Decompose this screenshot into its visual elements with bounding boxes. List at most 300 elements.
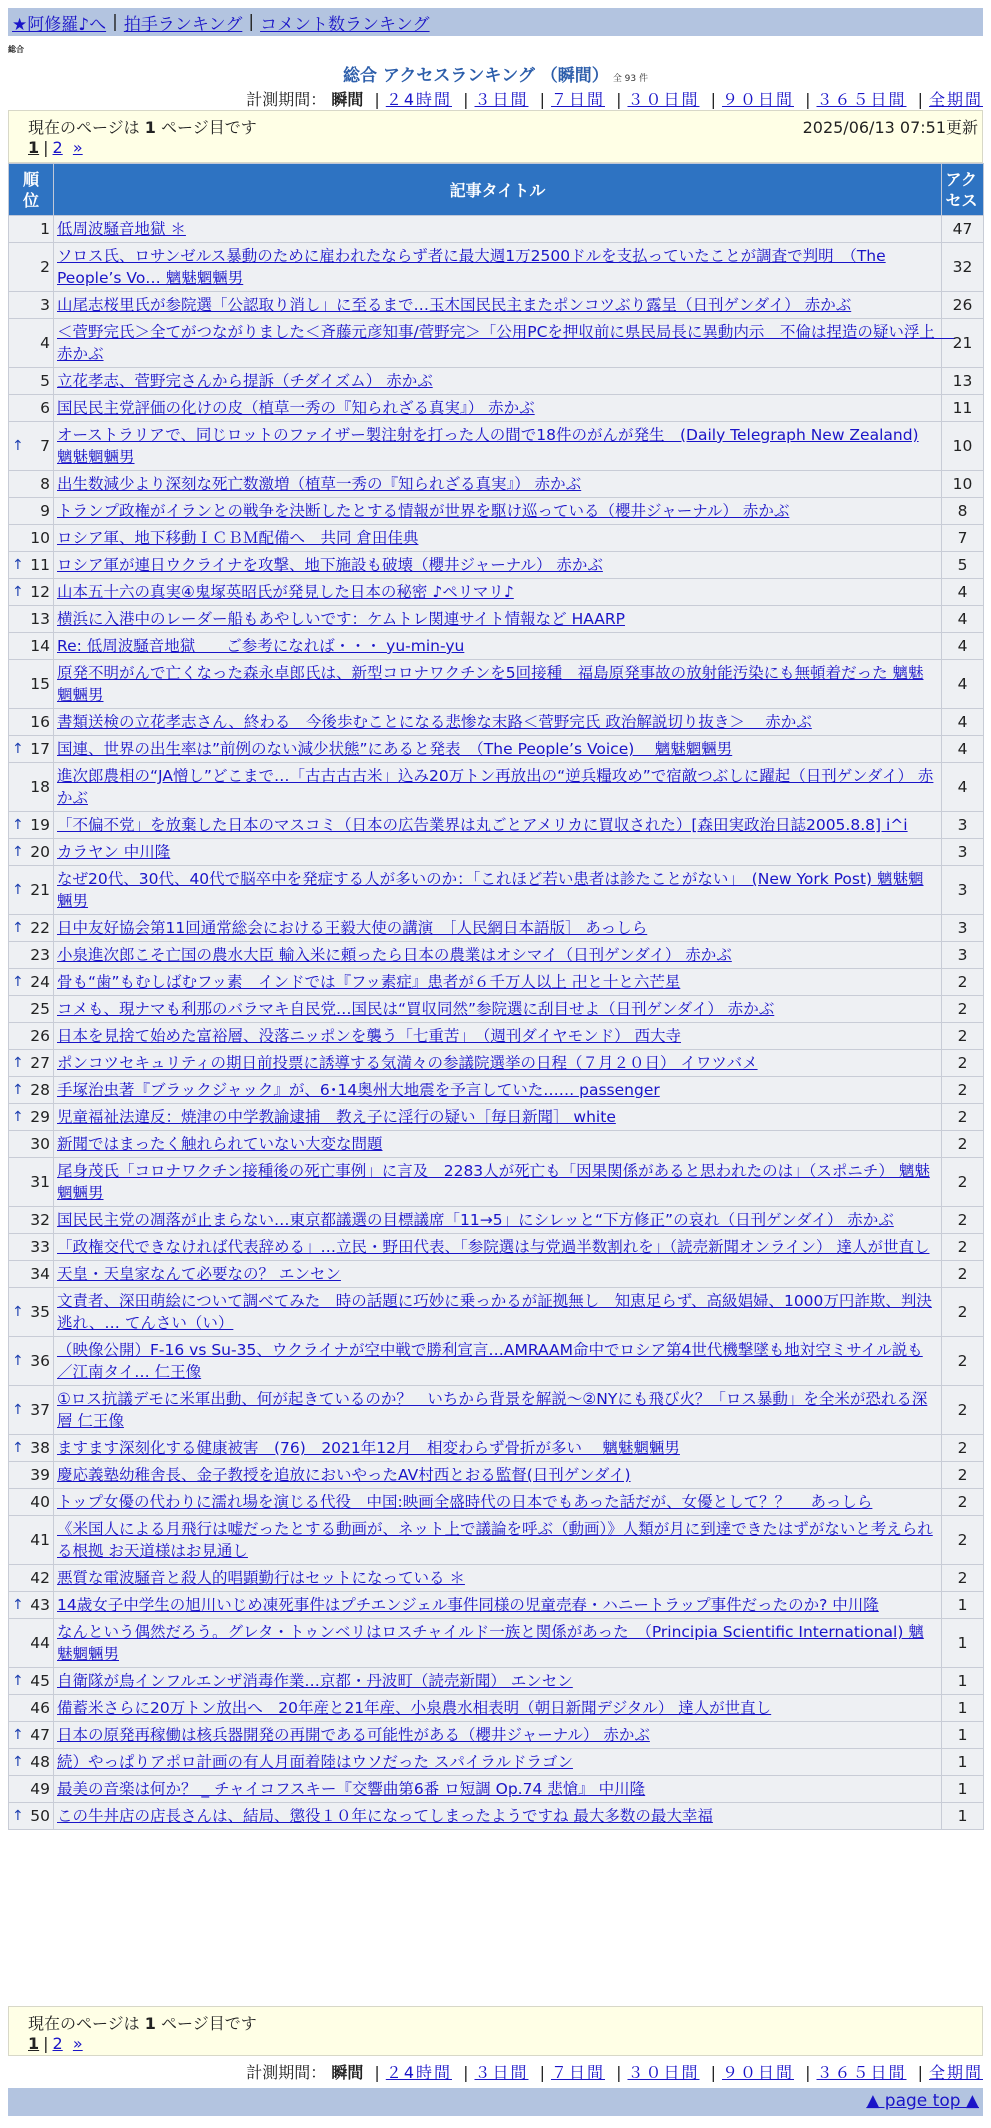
rank-cell xyxy=(9,1023,54,1050)
title-cell xyxy=(54,942,942,969)
title-cell xyxy=(54,1234,942,1261)
table-row xyxy=(9,1077,984,1104)
access-count: 4 xyxy=(942,736,984,763)
access-count: 2 xyxy=(942,1158,984,1207)
rank-up-arrow-icon: ↑ xyxy=(12,817,24,833)
article-title-link[interactable]: ポンコツセキュリティの期日前投票に誘導する気満々の参議院選挙の日程（７月２０日） イワツバメ xyxy=(57,1054,758,1072)
rank-number: 1 xyxy=(40,220,50,238)
rank-cell xyxy=(9,1565,54,1592)
rank-cell xyxy=(9,1462,54,1489)
access-count: 2 xyxy=(942,1288,984,1337)
access-count: 3 xyxy=(942,812,984,839)
title-cell xyxy=(54,996,942,1023)
rank-number: 47 xyxy=(30,1726,50,1744)
next-page-link[interactable]: » xyxy=(72,2034,83,2053)
rank-number: 15 xyxy=(30,675,50,693)
access-count: 1 xyxy=(942,1776,984,1803)
access-count: 3 xyxy=(942,839,984,866)
period-label: 計測期間： xyxy=(246,2063,327,2082)
article-title-link[interactable]: Re: 低周波騒音地獄 ご参考になれば・・・ yu-min-yu xyxy=(57,637,465,655)
article-title-link[interactable]: 悪質な電波騒音と殺人的唱顕勤行はセットになっている ＊ xyxy=(57,1569,465,1587)
table-header-row xyxy=(9,164,984,216)
access-count: 3 xyxy=(942,942,984,969)
page-status-prefix: 現在のページは xyxy=(28,118,140,137)
article-title-link[interactable]: カラヤン 中川隆 xyxy=(57,843,171,861)
article-title-link[interactable]: なんという偶然だろう。グレタ・トゥンベリはロスチャイルド一族と関係があった （Principia Scientific International) 魑魅魍魎男 xyxy=(57,1623,924,1663)
rank-up-arrow-icon: ↑ xyxy=(12,1055,24,1071)
rank-number: 36 xyxy=(30,1352,50,1370)
rank-number: 20 xyxy=(30,843,50,861)
access-count: 2 xyxy=(942,1050,984,1077)
article-title-link[interactable]: 進次郎農相の“JA憎し”どこまで…「古古古古米」込み20万トン再放出の“逆兵糧攻め”で宿敵つぶしに躍起（日刊ゲンダイ） 赤かぶ xyxy=(57,767,934,807)
rank-number: 40 xyxy=(30,1493,50,1511)
total-count: 全 93 件 xyxy=(612,74,648,84)
rank-up-arrow-icon: ↑ xyxy=(12,584,24,600)
title-cell xyxy=(54,709,942,736)
ranking-table xyxy=(8,163,984,1830)
period-label: 計測期間： xyxy=(246,90,327,109)
article-title-link[interactable]: 国民民主党の凋落が止まらない…東京都議選の目標議席「11→5」にシレッと“下方修正”の哀れ（日刊ゲンダイ） 赤かぶ xyxy=(57,1211,894,1229)
title-cell xyxy=(54,1592,942,1619)
article-title-link[interactable]: コメも、現ナマも利那のバラマキ自民党…国民は“買収同然”参院選に刮目せよ（日刊ゲンダイ） 赤かぶ xyxy=(57,1000,775,1018)
rank-cell xyxy=(9,709,54,736)
table-row xyxy=(9,1619,984,1668)
title-cell xyxy=(54,1131,942,1158)
period-link-30d[interactable]: ３０日間 xyxy=(627,90,700,109)
comment-ranking-link[interactable]: コメント数ランキング xyxy=(260,14,430,35)
table-row xyxy=(9,552,984,579)
rank-cell xyxy=(9,839,54,866)
article-title-link[interactable]: 新聞ではまったく触れられていない大変な問題 xyxy=(57,1135,383,1153)
period-selector-bottom xyxy=(246,2060,983,2083)
rank-number: 19 xyxy=(30,816,50,834)
table-row xyxy=(9,1803,984,1830)
table-row xyxy=(9,395,984,422)
table-row xyxy=(9,1337,984,1386)
period-link-365d[interactable]: ３６５日間 xyxy=(816,2063,907,2082)
access-count: 4 xyxy=(942,709,984,736)
rank-cell xyxy=(9,319,54,368)
access-header xyxy=(942,164,984,216)
article-title-link[interactable]: 慶応義塾幼稚舎長、金子教授を追放においやったAV村西とおる監督(日刊ゲンダイ) xyxy=(57,1466,631,1484)
period-separator: | xyxy=(805,2063,811,2082)
rank-number: 5 xyxy=(40,372,50,390)
period-separator: | xyxy=(463,2063,469,2082)
access-count: 2 xyxy=(942,1337,984,1386)
rank-cell xyxy=(9,1803,54,1830)
article-title-link[interactable]: 国民民主党評価の化けの皮（植草一秀の『知られざる真実』） 赤かぶ xyxy=(57,399,535,417)
title-cell xyxy=(54,1489,942,1516)
title-cell xyxy=(54,736,942,763)
article-title-link[interactable]: 横浜に入港中のレーダー船もあやしいです：ケムトレ関連サイト情報など HAARP xyxy=(57,610,625,628)
access-count: 10 xyxy=(942,422,984,471)
article-title-link[interactable]: 児童福祉法違反：焼津の中学教諭逮捕 教え子に淫行の疑い［毎日新聞］ white xyxy=(57,1108,616,1126)
title-cell xyxy=(54,552,942,579)
title-cell xyxy=(54,1803,942,1830)
rank-up-arrow-icon: ↑ xyxy=(12,741,24,757)
period-link-90d[interactable]: ９０日間 xyxy=(721,90,794,109)
next-page-link[interactable]: » xyxy=(72,138,83,157)
article-title-link[interactable]: 続）やっぱりアポロ計画の有人月面着陸はウソだった スパイラルドラゴン xyxy=(57,1753,573,1771)
rank-up-arrow-icon: ↑ xyxy=(12,1440,24,1456)
title-cell xyxy=(54,866,942,915)
access-count: 4 xyxy=(942,606,984,633)
article-title-link[interactable]: 自衛隊が鳥インフルエンザ消毒作業…京都・丹波町（読売新聞） エンセン xyxy=(57,1672,573,1690)
table-row xyxy=(9,1516,984,1565)
article-title-link[interactable]: ＜菅野完氏＞全てがつながりました＜斉藤元彦知事/菅野完＞「公用PCを押収前に県民局長に異動内示 不倫は捏造の疑い浮上 赤かぶ xyxy=(57,323,956,363)
rank-number: 28 xyxy=(30,1081,50,1099)
article-title-link[interactable]: 「政権交代できなければ代表辞める」…立民・野田代表、「参院選は与党過半数割れを」（読売新聞オンライン） 達人が世直し xyxy=(57,1238,930,1256)
updated-timestamp: 2025/06/13 07:51更新 xyxy=(802,118,978,137)
rank-up-arrow-icon: ↑ xyxy=(12,1109,24,1125)
access-count: 2 xyxy=(942,1261,984,1288)
article-title-link[interactable]: 小泉進次郎こそ亡国の農水大臣 輸入米に頼ったら日本の農業はオシマイ（日刊ゲンダイ） 赤かぶ xyxy=(57,946,732,964)
rank-number: 23 xyxy=(30,946,50,964)
rank-number: 13 xyxy=(30,610,50,628)
title-cell xyxy=(54,525,942,552)
access-count: 1 xyxy=(942,1803,984,1830)
table-row xyxy=(9,1749,984,1776)
rank-cell xyxy=(9,1776,54,1803)
table-row xyxy=(9,1023,984,1050)
rank-up-arrow-icon: ↑ xyxy=(12,1673,24,1689)
table-row xyxy=(9,1592,984,1619)
page-status-prefix: 現在のページは xyxy=(28,2014,140,2033)
rank-number: 8 xyxy=(40,475,50,493)
rank-cell xyxy=(9,471,54,498)
title-cell xyxy=(54,1104,942,1131)
access-count: 1 xyxy=(942,1592,984,1619)
rank-number: 6 xyxy=(40,399,50,417)
rank-cell xyxy=(9,525,54,552)
period-current: 瞬間 xyxy=(331,2063,364,2082)
access-count: 1 xyxy=(942,1695,984,1722)
period-separator: | xyxy=(710,90,716,109)
table-row xyxy=(9,243,984,292)
access-count: 2 xyxy=(942,1435,984,1462)
access-count: 2 xyxy=(942,1077,984,1104)
access-count: 2 xyxy=(942,1104,984,1131)
article-title-link[interactable]: 骨も“歯”もむしばむフッ素 インドでは『フッ素症』患者が６千万人以上 卍と十と六芒星 xyxy=(57,973,681,991)
period-link-7d[interactable]: ７日間 xyxy=(550,90,605,109)
access-count: 10 xyxy=(942,471,984,498)
article-title-link[interactable]: トップ女優の代わりに濡れ場を演じる代役 中国:映画全盛時代の日本でもあった話だが、女優として？？ あっしら xyxy=(57,1493,873,1511)
page-top-link[interactable]: ▲ page top ▲ xyxy=(866,2091,979,2111)
period-link-7d[interactable]: ７日間 xyxy=(550,2063,605,2082)
article-title-link[interactable]: ますます深刻化する健康被害 (76) 2021年12月 相変わらず骨折が多い 魑魅魍魎男 xyxy=(57,1439,680,1457)
clap-ranking-link[interactable]: 拍手ランキング xyxy=(123,14,243,35)
article-title-link[interactable]: 《米国人による月飛行は嘘だったとする動画が、ネット上で議論を呼ぶ（動画）》人類が月に到達できたはずがないと考えられる根拠 お天道様はお見通し xyxy=(57,1520,933,1560)
article-title-link[interactable]: 立花孝志、菅野完さんから提訴（チダイズム） 赤かぶ xyxy=(57,372,433,390)
period-separator: | xyxy=(805,90,811,109)
access-count: 11 xyxy=(942,395,984,422)
access-count: 47 xyxy=(942,216,984,243)
period-link-3d[interactable]: ３日間 xyxy=(474,90,529,109)
article-title-link[interactable]: 原発不明がんで亡くなった森永卓郎氏は、新型コロナワクチンを5回接種 福島原発事故の放射能汚染にも無頓着だった 魑魅魍魎男 xyxy=(57,664,924,704)
title-cell xyxy=(54,1722,942,1749)
access-count: 2 xyxy=(942,1462,984,1489)
title-cell xyxy=(54,216,942,243)
period-link-24h[interactable]: ２4時間 xyxy=(385,90,452,109)
article-title-link[interactable]: 日中友好協会第11回通常総会における王毅大使の講演 ［人民網日本語版］ あっしら xyxy=(57,919,648,937)
title-cell xyxy=(54,1516,942,1565)
table-row xyxy=(9,498,984,525)
rank-header xyxy=(9,164,54,216)
access-count: 2 xyxy=(942,1386,984,1435)
article-title-link[interactable]: 低周波騒音地獄 ＊ xyxy=(57,220,186,238)
page-2-link[interactable]: 2 xyxy=(52,138,63,157)
table-row xyxy=(9,763,984,812)
paging-box-bottom xyxy=(8,2006,983,2056)
access-count: 2 xyxy=(942,996,984,1023)
title-cell xyxy=(54,633,942,660)
article-title-link[interactable]: 尾身茂氏「コロナワクチン接種後の死亡事例」に言及 2283人が死亡も「因果関係があると思われたのは」（スポニチ） 魑魅魍魎男 xyxy=(57,1162,930,1202)
rank-cell xyxy=(9,1337,54,1386)
rank-number: 27 xyxy=(30,1054,50,1072)
title-cell xyxy=(54,471,942,498)
access-count: 2 xyxy=(942,1489,984,1516)
article-title-link[interactable]: ソロス氏、ロサンゼルス暴動のために雇われたならず者に最大週1万2500ドルを支払っていたことが調査で判明 （The People’s Vo… 魑魅魍魎男 xyxy=(57,247,886,287)
rank-cell xyxy=(9,763,54,812)
table-row xyxy=(9,660,984,709)
title-cell xyxy=(54,812,942,839)
title-cell xyxy=(54,498,942,525)
title-cell xyxy=(54,243,942,292)
table-row xyxy=(9,915,984,942)
table-row xyxy=(9,1288,984,1337)
rank-number: 10 xyxy=(30,529,50,547)
period-selector-top xyxy=(246,87,983,110)
article-title-link[interactable]: ロシア軍、地下移動ＩＣＢＭ配備へ 共同 倉田佳典 xyxy=(57,529,419,547)
pagination-separator: | xyxy=(43,138,49,157)
rank-cell xyxy=(9,552,54,579)
rank-header-label: 順位 xyxy=(22,169,39,210)
table-row xyxy=(9,579,984,606)
access-count: 5 xyxy=(942,552,984,579)
rank-cell xyxy=(9,216,54,243)
rank-cell xyxy=(9,606,54,633)
title-cell xyxy=(54,1077,942,1104)
access-count: 3 xyxy=(942,866,984,915)
access-count: 1 xyxy=(942,1619,984,1668)
article-title-link[interactable]: この牛丼店の店長さんは、結局、懲役１０年になってしまったようですね 最大多数の最大幸福 xyxy=(57,1807,713,1825)
rank-cell xyxy=(9,1104,54,1131)
page-1-current: 1 xyxy=(28,138,40,157)
access-count: 2 xyxy=(942,1516,984,1565)
title-cell xyxy=(54,1337,942,1386)
rank-number: 25 xyxy=(30,1000,50,1018)
article-title-link[interactable]: 備蓄米さらに20万トン放出へ 20年産と21年産、小泉農水相表明（朝日新聞デジタル） 達人が世直し xyxy=(57,1699,772,1717)
access-count: 4 xyxy=(942,633,984,660)
rank-cell xyxy=(9,1077,54,1104)
access-count: 26 xyxy=(942,292,984,319)
rank-number: 18 xyxy=(30,778,50,796)
table-row xyxy=(9,1776,984,1803)
rank-cell xyxy=(9,996,54,1023)
rank-cell xyxy=(9,1619,54,1668)
article-title-link[interactable]: トランプ政権がイランとの戦争を決断したとする情報が世界を駆け巡っている（櫻井ジャーナル） 赤かぶ xyxy=(57,502,790,520)
article-title-link[interactable]: 天皇・天皇家なんて必要なの？ エンセン xyxy=(57,1265,341,1283)
period-separator: | xyxy=(917,2063,923,2082)
page-status-suffix: ページ目です xyxy=(161,2014,257,2033)
table-row xyxy=(9,812,984,839)
title-cell xyxy=(54,839,942,866)
category-label: 総合 xyxy=(8,45,24,54)
article-title-link[interactable]: 「不偏不党」を放棄した日本のマスコミ（日本の広告業界は丸ごとアメリカに買収された）[森田実政治日誌2005.8.8] i^i xyxy=(57,816,908,834)
rank-number: 43 xyxy=(30,1596,50,1614)
rank-cell xyxy=(9,1234,54,1261)
table-row xyxy=(9,839,984,866)
title-cell xyxy=(54,1695,942,1722)
pagination xyxy=(28,138,83,157)
table-row xyxy=(9,866,984,915)
title-cell xyxy=(54,1565,942,1592)
rank-cell xyxy=(9,1749,54,1776)
title-cell xyxy=(54,1023,942,1050)
rank-number: 26 xyxy=(30,1027,50,1045)
title-cell xyxy=(54,1749,942,1776)
period-link-all[interactable]: 全期間 xyxy=(928,2063,983,2082)
article-title-link[interactable]: （映像公開）F-16 vs Su-35、ウクライナが空中戦で勝利宣言…AMRAAM命中でロシア第4世代機撃墜も地対空ミサイル説も／江南タイ… 仁王像 xyxy=(57,1341,923,1381)
rank-up-arrow-icon: ↑ xyxy=(12,1304,24,1320)
rank-cell xyxy=(9,1435,54,1462)
rank-number: 16 xyxy=(30,713,50,731)
article-title-link[interactable]: 手塚治虫著『ブラックジャック』が、6･14奥州大地震を予言していた…… passenger xyxy=(57,1081,660,1099)
article-title-link[interactable]: 文責者、深田萌絵について調べてみた 時の話題に巧妙に乗っかるが証拠無し 知恵足らず、高級娼婦、1000万円詐欺、判決逃れ、… てんさい（い） xyxy=(57,1292,932,1332)
access-count: 3 xyxy=(942,915,984,942)
period-link-90d[interactable]: ９０日間 xyxy=(721,2063,794,2082)
rank-up-arrow-icon: ↑ xyxy=(12,1082,24,1098)
article-title-link[interactable]: 国連、世界の出生率は”前例のない減少状態”にあると発表 （The People’s Voice) 魑魅魍魎男 xyxy=(57,740,733,758)
period-current: 瞬間 xyxy=(331,90,364,109)
article-title-link[interactable]: 山本五十六の真実④鬼塚英昭氏が発見した日本の秘密 ♪ペリマリ♪ xyxy=(57,583,514,601)
rank-number: 42 xyxy=(30,1569,50,1587)
rank-up-arrow-icon: ↑ xyxy=(12,1754,24,1770)
rank-number: 45 xyxy=(30,1672,50,1690)
rank-cell xyxy=(9,395,54,422)
table-row xyxy=(9,996,984,1023)
article-title-link[interactable]: 日本を見捨て始めた富裕層、没落ニッポンを襲う「七重苦」 （週刊ダイヤモンド） 西大寺 xyxy=(57,1027,682,1045)
article-title-link[interactable]: なぜ20代、30代、40代で脳卒中を発症する人が多いのか：「これほど若い患者は診たことがない」 (New York Post) 魑魅魍魎男 xyxy=(57,870,924,910)
rank-number: 22 xyxy=(30,919,50,937)
table-row xyxy=(9,1722,984,1749)
period-separator: | xyxy=(616,90,622,109)
table-row xyxy=(9,525,984,552)
article-title-link[interactable]: 最美の音楽は何か？ _ チャイコフスキー『交響曲第6番 ロ短調 Op.74 悲愴』 中川隆 xyxy=(57,1780,646,1798)
page-1-current: 1 xyxy=(28,2034,40,2053)
page-title-text: 総合 アクセスランキング （瞬間） xyxy=(342,66,609,86)
period-link-24h[interactable]: ２4時間 xyxy=(385,2063,452,2082)
period-separator: | xyxy=(463,90,469,109)
article-title-link[interactable]: 出生数減少より深刻な死亡数激増（植草一秀の『知られざる真実』） 赤かぶ xyxy=(57,475,582,493)
title-cell xyxy=(54,1619,942,1668)
article-title-link[interactable]: 日本の原発再稼働は核兵器開発の再開である可能性がある（櫻井ジャーナル） 赤かぶ xyxy=(57,1726,650,1744)
period-link-30d[interactable]: ３０日間 xyxy=(627,2063,700,2082)
rank-number: 46 xyxy=(30,1699,50,1717)
page-2-link[interactable]: 2 xyxy=(52,2034,63,2053)
period-separator: | xyxy=(374,2063,380,2082)
top-nav xyxy=(8,8,983,36)
period-separator: | xyxy=(917,90,923,109)
table-row xyxy=(9,969,984,996)
article-title-link[interactable]: 14歳女子中学生の旭川いじめ凍死事件はプチエンジェル事件同様の児童売春・ハニートラップ事件だったのか? 中川隆 xyxy=(57,1596,879,1614)
period-link-365d[interactable]: ３６５日間 xyxy=(816,90,907,109)
access-count: 1 xyxy=(942,1668,984,1695)
pagination-separator: | xyxy=(43,2034,49,2053)
rank-cell xyxy=(9,866,54,915)
table-row xyxy=(9,1234,984,1261)
rank-cell xyxy=(9,579,54,606)
period-separator: | xyxy=(616,2063,622,2082)
access-count: 1 xyxy=(942,1749,984,1776)
table-row xyxy=(9,606,984,633)
table-row xyxy=(9,292,984,319)
title-cell xyxy=(54,1207,942,1234)
access-count: 2 xyxy=(942,1131,984,1158)
access-count: 2 xyxy=(942,1207,984,1234)
article-title-link[interactable]: オーストラリアで、同じロットのファイザー製注射を打った人の間で18件のがんが発生 (Daily Telegraph New Zealand) 魑魅魍魎男 xyxy=(57,426,919,466)
access-count: 7 xyxy=(942,525,984,552)
table-row xyxy=(9,633,984,660)
page-status xyxy=(28,115,257,138)
rank-cell xyxy=(9,633,54,660)
title-cell xyxy=(54,368,942,395)
period-link-3d[interactable]: ３日間 xyxy=(474,2063,529,2082)
period-link-all[interactable]: 全期間 xyxy=(928,90,983,109)
rank-cell xyxy=(9,1261,54,1288)
period-separator: | xyxy=(539,2063,545,2082)
page-status xyxy=(28,2011,257,2034)
article-title-link[interactable]: ①ロス抗議デモに米軍出動、何が起きているのか？ いちから背景を解説～②NYにも飛び火？「ロス暴動」を全米が恐れる深層 仁王像 xyxy=(57,1390,928,1430)
table-row xyxy=(9,1158,984,1207)
access-count: 4 xyxy=(942,579,984,606)
rank-number: 44 xyxy=(30,1634,50,1652)
rank-up-arrow-icon: ↑ xyxy=(12,920,24,936)
title-cell xyxy=(54,1261,942,1288)
rank-up-arrow-icon: ↑ xyxy=(12,557,24,573)
rank-up-arrow-icon: ↑ xyxy=(12,1808,24,1824)
rank-cell xyxy=(9,422,54,471)
rank-cell xyxy=(9,1489,54,1516)
home-link[interactable]: ★阿修羅♪へ xyxy=(12,14,107,35)
access-count: 8 xyxy=(942,498,984,525)
period-separator: | xyxy=(710,2063,716,2082)
rank-number: 4 xyxy=(40,334,50,352)
rank-cell xyxy=(9,660,54,709)
rank-number: 35 xyxy=(30,1303,50,1321)
rank-cell xyxy=(9,1722,54,1749)
rank-number: 49 xyxy=(30,1780,50,1798)
title-cell xyxy=(54,763,942,812)
access-count: 2 xyxy=(942,1023,984,1050)
article-title-link[interactable]: 書類送検の立花孝志さん、終わる 今後歩むことになる悲惨な末路＜菅野完氏 政治解説切り抜き＞ 赤かぶ xyxy=(57,713,812,731)
rank-number: 14 xyxy=(30,637,50,655)
access-count: 1 xyxy=(942,1722,984,1749)
article-title-link[interactable]: 山尾志桜里氏が参院選「公認取り消し」に至るまで…玉木国民民主またポンコツぶり露呈（日刊ゲンダイ） 赤かぶ xyxy=(57,296,852,314)
rank-number: 30 xyxy=(30,1135,50,1153)
title-cell xyxy=(54,1435,942,1462)
title-cell xyxy=(54,1050,942,1077)
rank-number: 11 xyxy=(30,556,50,574)
current-page-number: 1 xyxy=(144,2014,156,2033)
rank-number: 31 xyxy=(30,1173,50,1191)
rank-cell xyxy=(9,1050,54,1077)
table-row xyxy=(9,1131,984,1158)
table-row xyxy=(9,1462,984,1489)
title-cell xyxy=(54,606,942,633)
rank-number: 32 xyxy=(30,1211,50,1229)
article-title-link[interactable]: ロシア軍が連日ウクライナを攻撃、地下施設も破壊（櫻井ジャーナル） 赤かぶ xyxy=(57,556,603,574)
